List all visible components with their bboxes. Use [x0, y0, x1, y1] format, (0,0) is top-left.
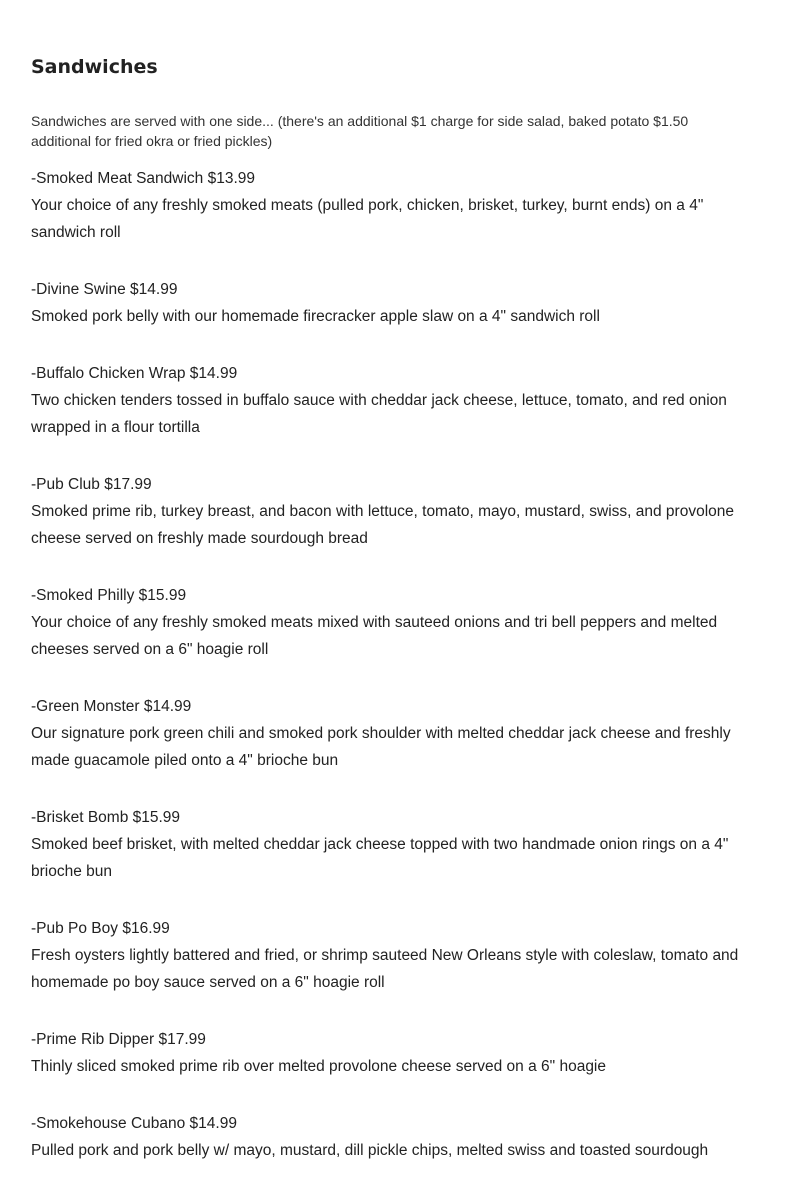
menu-item-description: Your choice of any freshly smoked meats mixed with sauteed onions and tri bell peppers and melted cheeses served on a 6" hoagie roll — [31, 614, 718, 658]
menu-item-description: Two chicken tenders tossed in buffalo sauce with cheddar jack cheese, lettuce, tomato, and red onion wrapped in a flour tortilla — [31, 392, 727, 436]
menu-item-description: Smoked pork belly with our homemade firecracker apple slaw on a 4" sandwich roll — [31, 308, 600, 325]
sides-note: Sandwiches are served with one side... (there's an additional $1 charge for side salad, baked potato $1.50 additional for fried okra or fried pickles) — [31, 113, 689, 149]
menu-item-description: Fresh oysters lightly battered and fried, or shrimp sauteed New Orleans style with coleslaw, tomato and homemade po boy sauce served on a 6" hoagie roll — [31, 947, 739, 991]
menu-item — [31, 804, 751, 885]
menu-item — [31, 276, 751, 330]
menu-item-name: -Divine Swine $14.99 — [31, 281, 178, 298]
menu-item-name: -Smoked Meat Sandwich $13.99 — [31, 170, 256, 187]
menu-item — [31, 360, 751, 441]
menu-item-name: -Green Monster $14.99 — [31, 698, 192, 715]
menu-item — [31, 915, 751, 996]
menu-item — [31, 1026, 751, 1080]
menu-item-name: -Pub Po Boy $16.99 — [31, 920, 170, 937]
menu-item-description: Smoked beef brisket, with melted cheddar jack cheese topped with two handmade onion rings on a 4" brioche bun — [31, 836, 729, 880]
menu-item-name: -Smokehouse Cubano $14.99 — [31, 1115, 237, 1132]
menu-item-description: Pulled pork and pork belly w/ mayo, mustard, dill pickle chips, melted swiss and toasted sourdough — [31, 1142, 709, 1159]
menu-item-description: Our signature pork green chili and smoked pork shoulder with melted cheddar jack cheese and freshly made guacamole piled onto a 4" brioche bun — [31, 725, 731, 769]
menu-item — [31, 471, 751, 552]
menu-item-name: -Brisket Bomb $15.99 — [31, 809, 181, 826]
menu-item-list — [31, 165, 751, 1194]
menu-item-name: -Prime Rib Dipper $17.99 — [31, 1031, 206, 1048]
menu-item-name: -Smoked Philly $15.99 — [31, 587, 187, 604]
menu-item-name: -Buffalo Chicken Wrap $14.99 — [31, 365, 238, 382]
menu-item-description: Thinly sliced smoked prime rib over melted provolone cheese served on a 6" hoagie — [31, 1058, 606, 1075]
menu-item-description: Your choice of any freshly smoked meats (pulled pork, chicken, brisket, turkey, burnt ends) on a 4" sandwich roll — [31, 197, 704, 241]
menu-item — [31, 165, 751, 246]
menu-item-name: -Pub Club $17.99 — [31, 476, 152, 493]
menu-item-description: Smoked prime rib, turkey breast, and bacon with lettuce, tomato, mayo, mustard, swiss, and provolone cheese served on freshly made sourdough bread — [31, 503, 734, 547]
menu-item — [31, 1110, 751, 1164]
section-title: Sandwiches — [31, 56, 158, 78]
menu-item — [31, 693, 751, 774]
menu-item — [31, 582, 751, 663]
